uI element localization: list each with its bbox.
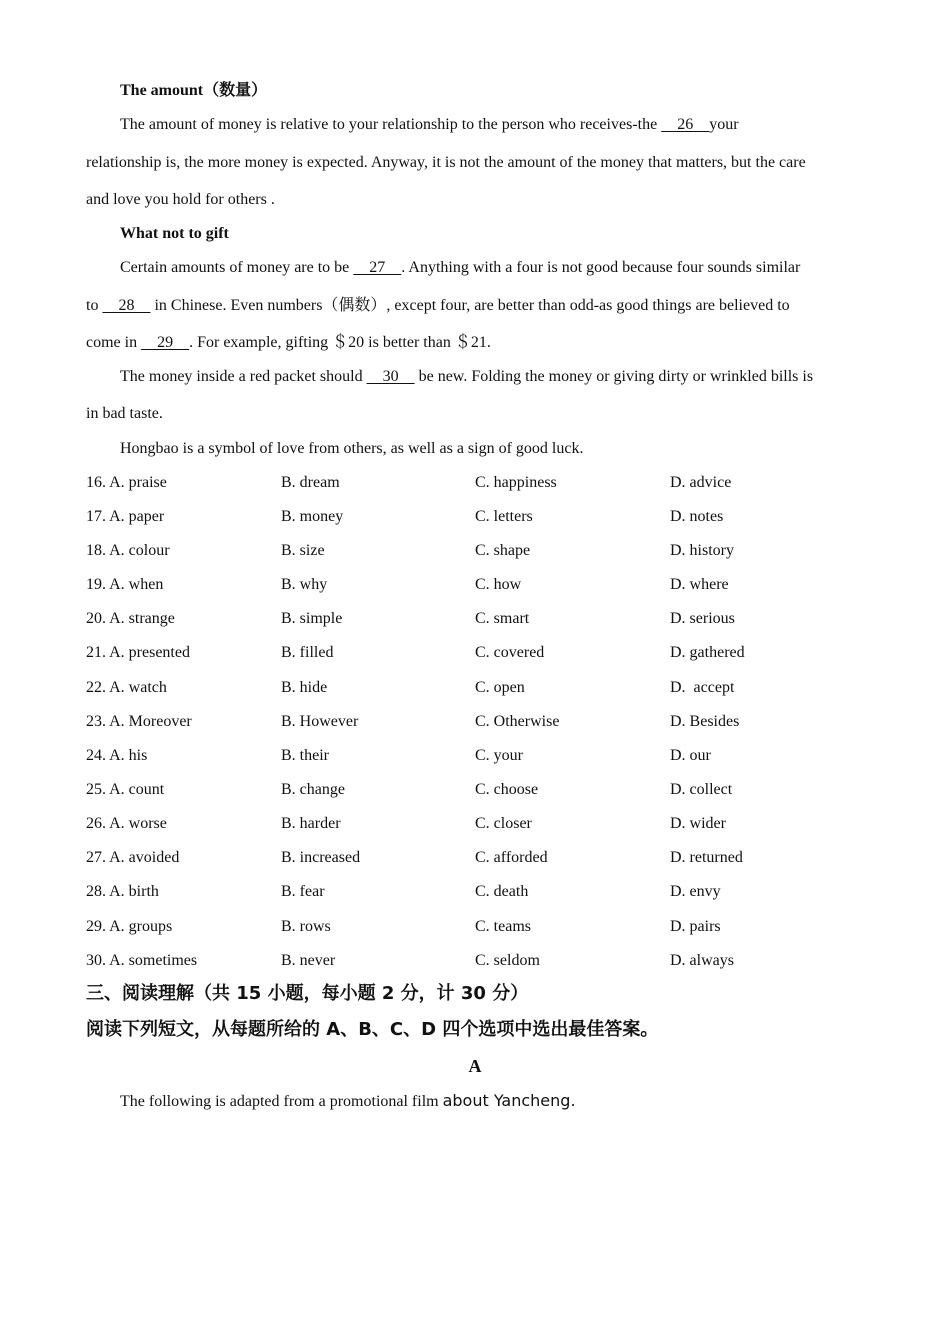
option-c: C. closer (475, 815, 532, 832)
option-a: 27. A. avoided (86, 849, 180, 866)
option-c: C. happiness (475, 474, 557, 491)
option-d: D. where (670, 576, 729, 593)
paragraph-gift-line3 (86, 333, 491, 353)
option-b: B. their (281, 747, 329, 764)
paragraph-gift-line1 (120, 258, 800, 278)
option-d: D. collect (670, 781, 733, 798)
option-a: 19. A. when (86, 576, 164, 593)
paragraph-amount-line2: relationship is, the more money is expected. Anyway, it is not the amount of the money that matters, but the care (86, 154, 806, 171)
option-row-20 (86, 609, 866, 629)
text: about Yancheng. (442, 1091, 576, 1110)
option-b: B. increased (281, 849, 361, 866)
option-row-24 (86, 746, 866, 766)
text: come in (86, 334, 142, 351)
option-b: B. size (281, 542, 325, 559)
option-d: D. history (670, 542, 734, 559)
paragraph-new-money-line1 (120, 367, 813, 387)
option-c: C. teams (475, 918, 531, 935)
option-row-18 (86, 541, 866, 561)
text: . Anything with a four is not good because four sounds similar (401, 259, 801, 276)
option-a: 18. A. colour (86, 542, 170, 559)
blank-29: 29 (141, 334, 190, 351)
option-c: C. Otherwise (475, 713, 560, 730)
text: . For example, gifting ＄20 is better than ＄21. (189, 334, 491, 351)
option-a: 21. A. presented (86, 644, 190, 661)
passage-letter: A (468, 1056, 482, 1076)
option-d: D. notes (670, 508, 724, 525)
option-c: C. death (475, 883, 529, 900)
option-d: D. pairs (670, 918, 721, 935)
option-row-28 (86, 882, 866, 902)
option-c: C. covered (475, 644, 545, 661)
option-row-16 (86, 473, 866, 493)
text: be new. Folding the money or giving dirty or wrinkled bills is (414, 368, 814, 385)
option-a: 25. A. count (86, 781, 165, 798)
option-d: D. envy (670, 883, 721, 900)
option-row-23 (86, 712, 866, 732)
option-c: C. smart (475, 610, 530, 627)
option-c: C. choose (475, 781, 539, 798)
text: The following is adapted from a promotional film (120, 1093, 443, 1110)
option-a: 20. A. strange (86, 610, 175, 627)
option-d: D. returned (670, 849, 743, 866)
blank-27: 27 (353, 259, 402, 276)
option-c: C. letters (475, 508, 533, 525)
text: The amount of money is relative to your relationship to the person who receives-the (120, 116, 662, 133)
option-d: D. accept (670, 679, 735, 696)
option-c: C. shape (475, 542, 531, 559)
option-c: C. how (475, 576, 522, 593)
option-row-19 (86, 575, 866, 595)
option-row-27 (86, 848, 866, 868)
option-d: D. Besides (670, 713, 740, 730)
option-row-30 (86, 951, 866, 971)
option-row-21 (86, 643, 866, 663)
option-row-29 (86, 917, 866, 937)
text: in Chinese. Even numbers（偶数）, except four, are better than odd-as good things are believed to (150, 297, 790, 314)
option-b: B. money (281, 508, 344, 525)
option-b: B. filled (281, 644, 334, 661)
option-b: B. However (281, 713, 359, 730)
option-c: C. open (475, 679, 525, 696)
option-a: 24. A. his (86, 747, 148, 764)
text: your (709, 116, 739, 133)
paragraph-gift-line2 (86, 296, 790, 316)
option-b: B. hide (281, 679, 328, 696)
blank-26: 26 (661, 116, 710, 133)
blank-30: 30 (366, 368, 415, 385)
heading-what-not-to-gift: What not to gift (120, 225, 229, 242)
option-b: B. why (281, 576, 328, 593)
option-d: D. always (670, 952, 734, 969)
option-b: B. rows (281, 918, 331, 935)
blank-28: 28 (102, 297, 151, 314)
option-row-17 (86, 507, 866, 527)
section3-instruction: 阅读下列短文，从每题所给的 A、B、C、D 四个选项中选出最佳答案。 (86, 1019, 659, 1040)
option-a: 29. A. groups (86, 918, 173, 935)
option-a: 26. A. worse (86, 815, 167, 832)
option-a: 30. A. sometimes (86, 952, 198, 969)
option-d: D. wider (670, 815, 726, 832)
option-b: B. simple (281, 610, 343, 627)
option-a: 17. A. paper (86, 508, 165, 525)
option-c: C. afforded (475, 849, 548, 866)
option-row-22 (86, 678, 866, 698)
text: to (86, 297, 103, 314)
option-a: 22. A. watch (86, 679, 167, 696)
option-row-25 (86, 780, 866, 800)
option-b: B. never (281, 952, 336, 969)
option-c: C. seldom (475, 952, 540, 969)
option-b: B. change (281, 781, 345, 798)
option-a: 23. A. Moreover (86, 713, 192, 730)
option-a: 28. A. birth (86, 883, 159, 900)
option-row-26 (86, 814, 866, 834)
text: The money inside a red packet should (120, 368, 367, 385)
option-b: B. dream (281, 474, 340, 491)
option-a: 16. A. praise (86, 474, 167, 491)
option-c: C. your (475, 747, 523, 764)
paragraph-amount-line1 (120, 115, 739, 135)
section3-title: 三、阅读理解（共 15 小题，每小题 2 分，计 30 分） (86, 983, 529, 1004)
heading-amount: The amount（数量） (120, 82, 268, 99)
option-b: B. harder (281, 815, 341, 832)
option-b: B. fear (281, 883, 325, 900)
paragraph-new-money-line2: in bad taste. (86, 405, 163, 422)
option-d: D. our (670, 747, 711, 764)
text: Certain amounts of money are to be (120, 259, 354, 276)
paragraph-amount-line3: and love you hold for others . (86, 191, 275, 208)
passage-a-intro (120, 1091, 576, 1112)
option-d: D. gathered (670, 644, 745, 661)
paragraph-hongbao: Hongbao is a symbol of love from others, as well as a sign of good luck. (120, 440, 584, 457)
option-d: D. serious (670, 610, 735, 627)
option-d: D. advice (670, 474, 732, 491)
